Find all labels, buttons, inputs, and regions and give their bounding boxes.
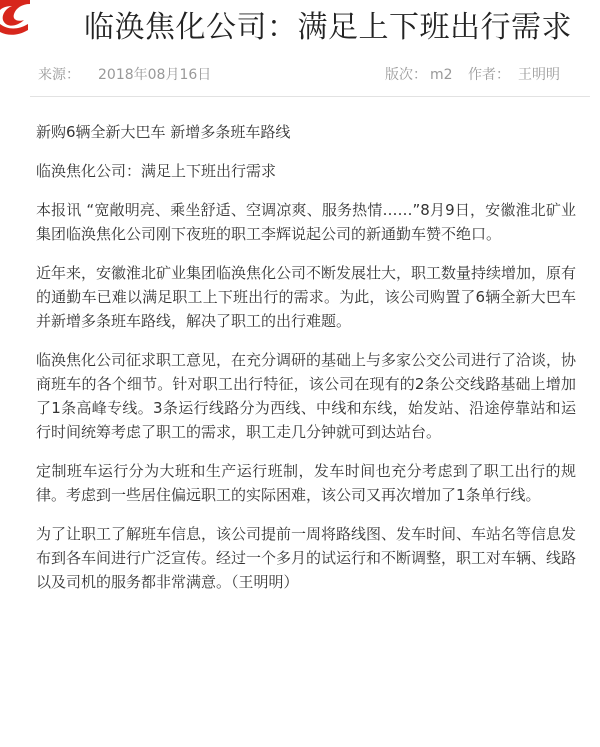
article-paragraph: 近年来，安徽淮北矿业集团临涣焦化公司不断发展壮大，职工数量持续增加，原有的通勤车已难以满足职工上下班出行的需求。为此，该公司购置了6辆全新大巴车并新增多条班车路线，解决了职工的出行难题。: [36, 264, 577, 330]
edition-value: m2: [430, 67, 453, 83]
red-swirl-logo-icon: [0, 0, 30, 36]
article-paragraph: 定制班车运行分为大班和生产运行班制，发车时间也充分考虑到了职工出行的规律。考虑到一些居住偏远职工的实际困难，该公司又再次增加了1条单行线。: [36, 462, 576, 504]
article-subheading: 临涣焦化公司：满足上下班出行需求: [36, 162, 277, 180]
article-subheading: 新购6辆全新大巴车 新增多条班车路线: [36, 123, 291, 141]
article-paragraph: 临涣焦化公司征求职工意见，在充分调研的基础上与多家公交公司进行了洽谈，协商班车的各个细节。针对职工出行特征，该公司在现有的2条公交线路基础上增加了1条高峰专线。3条运行线路分为西线、中线和东线，始发站、沿途停靠站和运行时间统筹考虑了职工的需求，职工走几分钟就可到达站台。: [36, 351, 577, 441]
article-meta: [30, 62, 580, 88]
author-label: 作者：: [468, 67, 510, 83]
header-divider: [30, 96, 590, 97]
article-paragraph: 为了让职工了解班车信息，该公司提前一周将路线图、发车时间、车站名等信息发布到各车间进行广泛宣传。经过一个多月的试运行和不断调整，职工对车辆、线路以及司机的服务都非常满意。（王明明）: [36, 525, 577, 591]
article-title: 临涣焦化公司：满足上下班出行需求: [84, 10, 572, 45]
article-paragraph: 本报讯 “宽敞明亮、乘坐舒适、空调凉爽、服务热情……”8月9日，安徽淮北矿业集团临涣焦化公司刚下夜班的职工李辉说起公司的新通勤车赞不绝口。: [36, 201, 576, 243]
publish-date: 2018年08月16日: [98, 67, 212, 83]
author-name: 王明明: [518, 67, 560, 83]
article-header: [0, 0, 600, 54]
article-body: [36, 120, 576, 609]
edition-label: 版次：: [385, 67, 427, 83]
source-label: 来源：: [38, 67, 80, 83]
